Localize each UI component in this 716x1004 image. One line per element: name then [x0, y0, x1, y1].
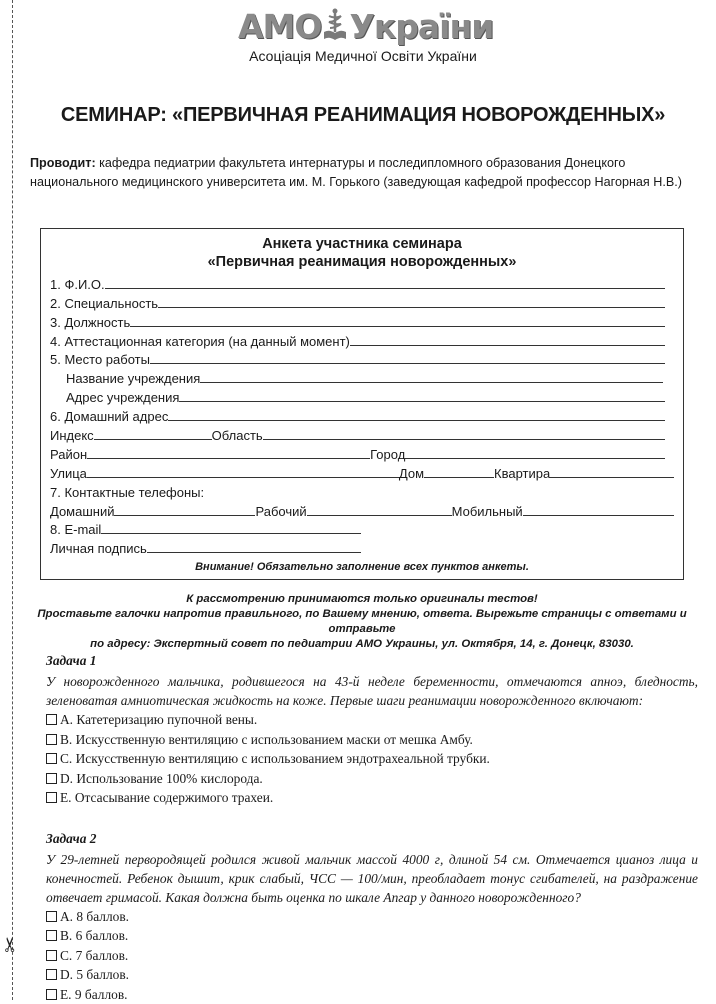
institution-address-label: Адрес учреждения — [66, 390, 179, 405]
answer-options — [46, 907, 698, 1004]
phone-mobile-label: Мобильный — [452, 504, 523, 519]
field-row-phones — [50, 481, 674, 500]
option-label: C. 7 баллов. — [60, 946, 128, 966]
option-label: A. Катетеризацию пупочной вены. — [60, 710, 257, 730]
house-input-line[interactable] — [424, 476, 494, 478]
checkbox[interactable] — [46, 969, 57, 980]
form-title-line-2: «Первичная реанимация новорожденных» — [41, 253, 683, 271]
index-label: Индекс — [50, 428, 94, 443]
option-label: B. Искусственную вентиляцию с использованием маски от мешка Амбу. — [60, 730, 473, 750]
checkbox[interactable] — [46, 734, 57, 745]
field-row-institution-address — [50, 386, 674, 405]
home-address-label: 6. Домашний адрес — [50, 409, 168, 424]
checkbox[interactable] — [46, 792, 57, 803]
field-row-fio — [50, 273, 674, 292]
form-fields — [50, 273, 674, 556]
index-input-line[interactable] — [94, 438, 212, 440]
category-input-line[interactable] — [350, 344, 665, 346]
fio-label: 1. Ф.И.О. — [50, 277, 105, 292]
position-input-line[interactable] — [130, 325, 665, 327]
logo-text-left: АМО — [238, 7, 321, 46]
task-2 — [46, 830, 698, 1004]
phones-label: 7. Контактные телефоны: — [50, 485, 204, 500]
conductor-label: Проводит: — [30, 156, 96, 170]
answer-option[interactable] — [46, 926, 698, 946]
option-label: C. Искусственную вентиляцию с использованием эндотрахеальной трубки. — [60, 749, 490, 769]
answer-option[interactable] — [46, 769, 698, 789]
task-text: У новорожденного мальчика, родившегося на 43-й неделе беременности, отмечаются апноэ, бледность, зеленоватая амниотическая жидкость на коже. Первые шаги реанимации новорожденного включают: — [46, 672, 698, 710]
oblast-input-line[interactable] — [263, 438, 665, 440]
notice-line-3: по адресу: Экспертный совет по педиатрии АМО Украины, ул. Октября, 14, г. Донецк, 83030. — [28, 637, 696, 652]
scissors-icon: ✂ — [0, 936, 23, 953]
institution-address-input-line[interactable] — [179, 400, 665, 402]
answer-option[interactable] — [46, 788, 698, 808]
category-label: 4. Аттестационная категория (на данный момент) — [50, 334, 350, 349]
task-text: У 29-летней первородящей родился живой мальчик массой 4000 г, длиной 54 см. Отмечается цианоз лица и конечностей. Ребенок дышит, крик слабый, ЧСС — 100/мин, преобладает тонус сгибателей, на раздражение отвечает гримасой. Какая должна быть оценка по шкале Апгар у данного новорожденного? — [46, 850, 698, 907]
field-row-institution-name — [50, 367, 674, 386]
position-label: 3. Должность — [50, 315, 130, 330]
conductor-paragraph — [30, 154, 698, 192]
phone-mobile-input-line[interactable] — [523, 514, 674, 516]
option-label: B. 6 баллов. — [60, 926, 128, 946]
logo — [238, 8, 488, 64]
cut-line — [12, 0, 13, 1000]
caduceus-book-icon — [323, 8, 347, 42]
form-note: Внимание! Обязательно заполнение всех пунктов анкеты. — [41, 561, 683, 573]
form-title — [41, 235, 683, 271]
checkbox[interactable] — [46, 773, 57, 784]
city-label: Город — [370, 447, 405, 462]
district-label: Район — [50, 447, 87, 462]
field-row-index-oblast — [50, 424, 674, 443]
task-1 — [46, 652, 698, 808]
email-input-line[interactable] — [101, 532, 361, 534]
field-row-position — [50, 311, 674, 330]
field-row-email — [50, 519, 674, 538]
field-row-street — [50, 462, 674, 481]
phone-work-label: Рабочий — [255, 504, 306, 519]
specialty-label: 2. Специальность — [50, 296, 158, 311]
page-title: СЕМИНАР: «ПЕРВИЧНАЯ РЕАНИМАЦИЯ НОВОРОЖДЕННЫХ» — [38, 104, 688, 127]
form-title-line-1: Анкета участника семинара — [41, 235, 683, 253]
field-row-home-address — [50, 405, 674, 424]
task-title: Задача 2 — [46, 830, 698, 848]
answer-option[interactable] — [46, 946, 698, 966]
city-input-line[interactable] — [405, 457, 665, 459]
option-label: E. Отсасывание содержимого трахеи. — [60, 788, 273, 808]
checkbox[interactable] — [46, 930, 57, 941]
signature-input-line[interactable] — [147, 551, 361, 553]
answer-options — [46, 710, 698, 808]
tasks — [46, 652, 698, 1004]
field-row-signature — [50, 537, 674, 556]
checkbox[interactable] — [46, 714, 57, 725]
submission-notice — [28, 592, 696, 652]
home-address-input-line[interactable] — [168, 419, 665, 421]
answer-option[interactable] — [46, 749, 698, 769]
workplace-input-line[interactable] — [150, 362, 665, 364]
institution-name-input-line[interactable] — [200, 381, 663, 383]
field-row-district-city — [50, 443, 674, 462]
notice-line-1: К рассмотрению принимаются только оригиналы тестов! — [28, 592, 696, 607]
phone-home-input-line[interactable] — [114, 514, 255, 516]
field-row-workplace — [50, 349, 674, 368]
field-row-specialty — [50, 292, 674, 311]
apartment-input-line[interactable] — [550, 476, 674, 478]
field-row-category — [50, 330, 674, 349]
answer-option[interactable] — [46, 907, 698, 927]
notice-line-2: Проставьте галочки напротив правильного, по Вашему мнению, ответа. Вырежьте страницы с ответами и отправьте — [28, 607, 696, 637]
workplace-label: 5. Место работы — [50, 352, 150, 367]
conductor-text: кафедра педиатрии факультета интернатуры и последипломного образования Донецкого национального медицинского университета им. М. Горького (заведующая кафедрой профессор Нагорная Н.В.) — [30, 156, 682, 189]
option-label: E. 9 баллов. — [60, 985, 128, 1004]
participant-form — [40, 228, 684, 580]
logo-text-right: України — [349, 7, 493, 46]
logo-subtitle: Асоціація Медичної Освіти України — [238, 48, 488, 64]
task-title: Задача 1 — [46, 652, 698, 670]
street-label: Улица — [50, 466, 87, 481]
apartment-label: Квартира — [494, 466, 550, 481]
checkbox[interactable] — [46, 989, 57, 1000]
answer-option[interactable] — [46, 730, 698, 750]
specialty-input-line[interactable] — [158, 306, 665, 308]
checkbox[interactable] — [46, 950, 57, 961]
oblast-label: Область — [212, 428, 263, 443]
field-row-phone-numbers — [50, 500, 674, 519]
street-input-line[interactable] — [87, 476, 399, 478]
checkbox[interactable] — [46, 911, 57, 922]
email-label: 8. E-mail — [50, 522, 101, 537]
phone-home-label: Домашний — [50, 504, 114, 519]
fio-input-line[interactable] — [105, 287, 665, 289]
answer-option[interactable] — [46, 965, 698, 985]
house-label: Дом — [399, 466, 424, 481]
answer-option[interactable] — [46, 985, 698, 1004]
logo-wordmark — [238, 8, 488, 46]
option-label: D. Использование 100% кислорода. — [60, 769, 263, 789]
signature-label: Личная подпись — [50, 541, 147, 556]
district-input-line[interactable] — [87, 457, 370, 459]
answer-option[interactable] — [46, 710, 698, 730]
option-label: A. 8 баллов. — [60, 907, 129, 927]
institution-name-label: Название учреждения — [66, 371, 200, 386]
checkbox[interactable] — [46, 753, 57, 764]
option-label: D. 5 баллов. — [60, 965, 129, 985]
phone-work-input-line[interactable] — [307, 514, 452, 516]
